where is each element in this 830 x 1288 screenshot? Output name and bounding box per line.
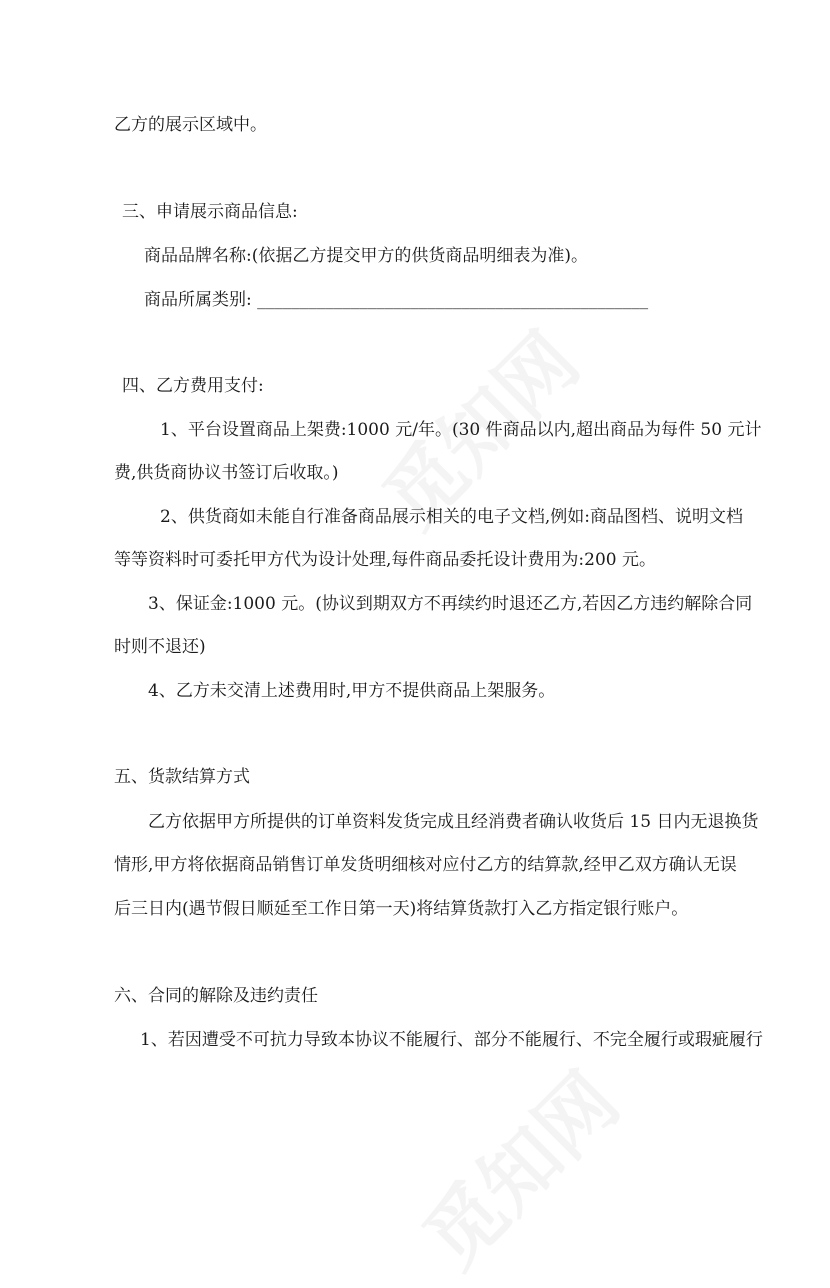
section4-item3-line1: 3、保证金:1000 元。(协议到期双方不再续约时退还乙方,若因乙方违约解除合同: [148, 594, 753, 614]
intro-tail: 乙方的展示区域中。: [114, 115, 267, 135]
section4-item3-line2: 时则不退还): [114, 637, 206, 657]
section6-heading: 六、合同的解除及违约责任: [114, 986, 318, 1006]
section3-heading: 三、申请展示商品信息:: [122, 202, 298, 222]
section4-item2-line2: 等等资料时可委托甲方代为设计处理,每件商品委托设计费用为:200 元。: [114, 550, 656, 570]
section5-para-line1: 乙方依据甲方所提供的订单资料发货完成且经消费者确认收货后 15 日内无退换货: [148, 812, 759, 832]
section4-item4-line1: 4、乙方未交清上述费用时,甲方不提供商品上架服务。: [148, 681, 556, 701]
section3-category-line: 商品所属类别: ______________________________________________: [144, 290, 649, 310]
section4-item2-line1: 2、供货商如未能自行准备商品展示相关的电子文档,例如:商品图档、说明文档: [160, 507, 743, 527]
section5-para-line3: 后三日内(遇节假日顺延至工作日第一天)将结算货款打入乙方指定银行账户。: [114, 899, 689, 919]
section4-item1-line1: 1、平台设置商品上架费:1000 元/年。(30 件商品以内,超出商品为每件 50 元计: [160, 420, 762, 440]
section4-item1-line2: 费,供货商协议书签订后收取。): [114, 463, 339, 483]
section5-para-line2: 情形,甲方将依据商品销售订单发货明细核对应付乙方的结算款,经甲乙双方确认无误: [114, 855, 737, 875]
section4-heading: 四、乙方费用支付:: [122, 376, 264, 396]
section3-brand-line: 商品品牌名称:(依据乙方提交甲方的供货商品明细表为准)。: [144, 246, 588, 266]
watermark-bottom: [395, 1044, 640, 1288]
section5-heading: 五、货款结算方式: [114, 767, 250, 787]
section6-item1-line1: 1、若因遭受不可抗力导致本协议不能履行、部分不能履行、不完全履行或瑕疵履行: [140, 1030, 763, 1050]
